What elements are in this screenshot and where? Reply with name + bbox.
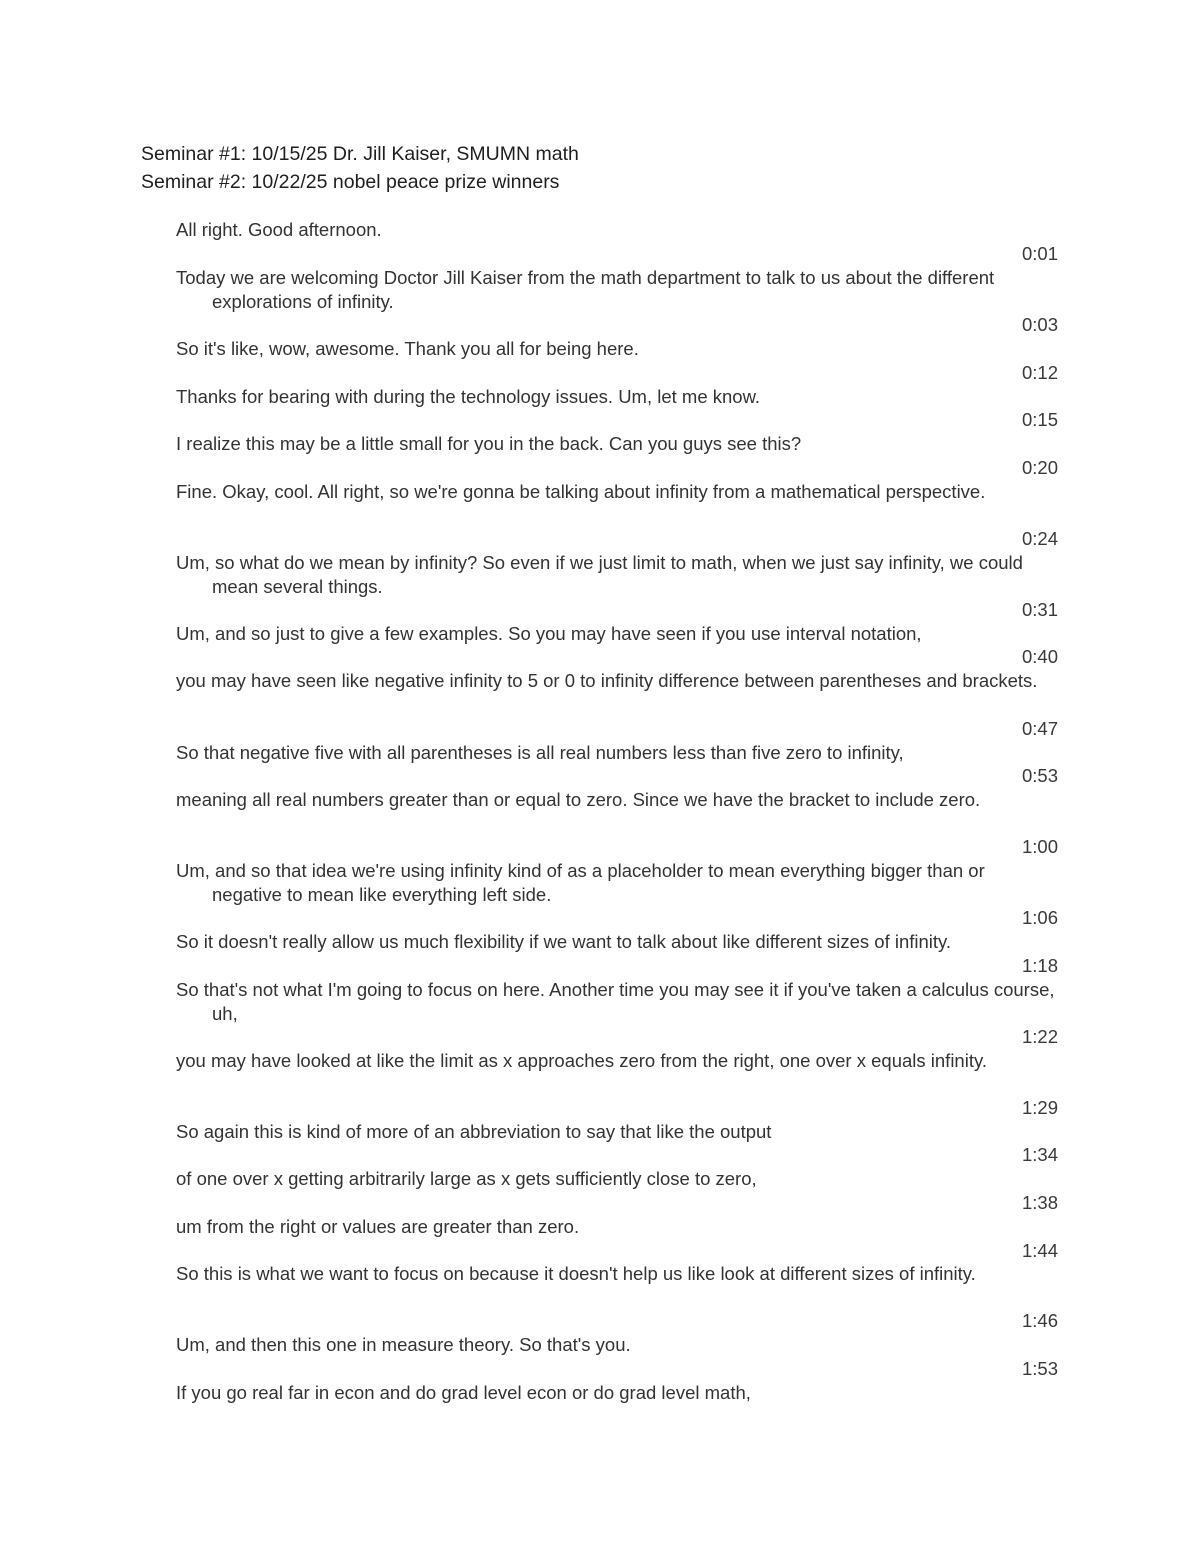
utterance-text: Thanks for bearing with during the technology issues. Um, let me know. bbox=[176, 386, 761, 407]
transcript-entry bbox=[176, 930, 1056, 954]
utterance-text: So again this is kind of more of an abbreviation to say that like the output bbox=[176, 1121, 772, 1142]
transcript-entry bbox=[176, 1333, 1056, 1357]
utterance-text: um from the right or values are greater than zero. bbox=[176, 1216, 580, 1237]
utterance-text: If you go real far in econ and do grad level econ or do grad level math, bbox=[176, 1382, 751, 1403]
utterance-text: So that negative five with all parentheses is all real numbers less than five zero to infinity, bbox=[176, 742, 904, 763]
utterance-text: Um, and so that idea we're using infinity kind of as a placeholder to mean everything bigger than or negative to mean like everything left side. bbox=[176, 860, 985, 905]
utterance-text: meaning all real numbers greater than or equal to zero. Since we have the bracket to include zero. bbox=[176, 789, 981, 810]
utterance-text: Today we are welcoming Doctor Jill Kaiser from the math department to talk to us about the different explorations of infinity. bbox=[176, 267, 995, 312]
utterance-text: Um, and so just to give a few examples. So you may have seen if you use interval notation, bbox=[176, 623, 922, 644]
timestamp: 1:44 bbox=[1021, 1240, 1058, 1261]
transcript-entry bbox=[176, 1215, 1056, 1239]
timestamp: 1:34 bbox=[1021, 1144, 1058, 1165]
transcript-entry bbox=[176, 266, 1056, 314]
transcript-entry bbox=[176, 432, 1056, 456]
timestamp: 0:53 bbox=[1021, 765, 1058, 786]
timestamp: 1:29 bbox=[1021, 1097, 1058, 1118]
transcript-entry bbox=[176, 1167, 1056, 1191]
transcript-entry bbox=[176, 622, 1056, 646]
utterance-text: So that's not what I'm going to focus on here. Another time you may see it if you've taken a calculus course, uh, bbox=[176, 979, 1055, 1024]
timestamp: 0:40 bbox=[1021, 646, 1058, 667]
timestamp: 1:53 bbox=[1021, 1358, 1058, 1379]
timestamp: 1:22 bbox=[1021, 1026, 1058, 1047]
transcript-entry bbox=[176, 859, 1056, 907]
transcript-entry bbox=[176, 480, 1056, 504]
utterance-text: I realize this may be a little small for you in the back. Can you guys see this? bbox=[176, 433, 802, 454]
timestamp: 0:01 bbox=[1021, 243, 1058, 264]
timestamp: 1:00 bbox=[1021, 836, 1058, 857]
utterance-text: Fine. Okay, cool. All right, so we're gonna be talking about infinity from a mathematical perspective. bbox=[176, 481, 986, 502]
utterance-text: So it doesn't really allow us much flexibility if we want to talk about like different sizes of infinity. bbox=[176, 931, 952, 952]
timestamp: 1:38 bbox=[1021, 1192, 1058, 1213]
timestamp: 0:12 bbox=[1021, 362, 1058, 383]
transcript-entry bbox=[176, 551, 1056, 599]
utterance-text: Um, so what do we mean by infinity? So even if we just limit to math, when we just say infinity, we could mean several things. bbox=[176, 552, 1023, 597]
transcript-entry bbox=[176, 1262, 1056, 1286]
timestamp: 1:18 bbox=[1021, 955, 1058, 976]
seminar-1-heading: Seminar #1: 10/15/25 Dr. Jill Kaiser, SMUMN math bbox=[141, 143, 579, 165]
transcript-entry bbox=[176, 788, 1056, 812]
transcript-entry bbox=[176, 741, 1056, 765]
transcript-entry bbox=[176, 218, 1056, 242]
transcript-entry bbox=[176, 1049, 1056, 1073]
transcript-entry bbox=[176, 1381, 1056, 1405]
transcript-entry bbox=[176, 337, 1056, 361]
timestamp: 0:20 bbox=[1021, 457, 1058, 478]
utterance-text: All right. Good afternoon. bbox=[176, 219, 382, 240]
utterance-text: you may have looked at like the limit as x approaches zero from the right, one over x equals infinity. bbox=[176, 1050, 987, 1071]
utterance-text: So this is what we want to focus on because it doesn't help us like look at different sizes of infinity. bbox=[176, 1263, 976, 1284]
utterance-text: you may have seen like negative infinity to 5 or 0 to infinity difference between parentheses and brackets. bbox=[176, 670, 1038, 691]
transcript-entry bbox=[176, 978, 1056, 1026]
transcript-entry bbox=[176, 1120, 1056, 1144]
utterance-text: So it's like, wow, awesome. Thank you all for being here. bbox=[176, 338, 639, 359]
timestamp: 1:06 bbox=[1021, 907, 1058, 928]
timestamp: 0:03 bbox=[1021, 314, 1058, 335]
timestamp: 0:47 bbox=[1021, 718, 1058, 739]
timestamp: 0:31 bbox=[1021, 599, 1058, 620]
utterance-text: of one over x getting arbitrarily large as x gets sufficiently close to zero, bbox=[176, 1168, 757, 1189]
timestamp: 0:24 bbox=[1021, 528, 1058, 549]
timestamp: 1:46 bbox=[1021, 1310, 1058, 1331]
seminar-2-heading: Seminar #2: 10/22/25 nobel peace prize winners bbox=[141, 171, 560, 193]
transcript-entry bbox=[176, 669, 1056, 693]
timestamp: 0:15 bbox=[1021, 409, 1058, 430]
transcript-entry bbox=[176, 385, 1056, 409]
utterance-text: Um, and then this one in measure theory. So that's you. bbox=[176, 1334, 631, 1355]
